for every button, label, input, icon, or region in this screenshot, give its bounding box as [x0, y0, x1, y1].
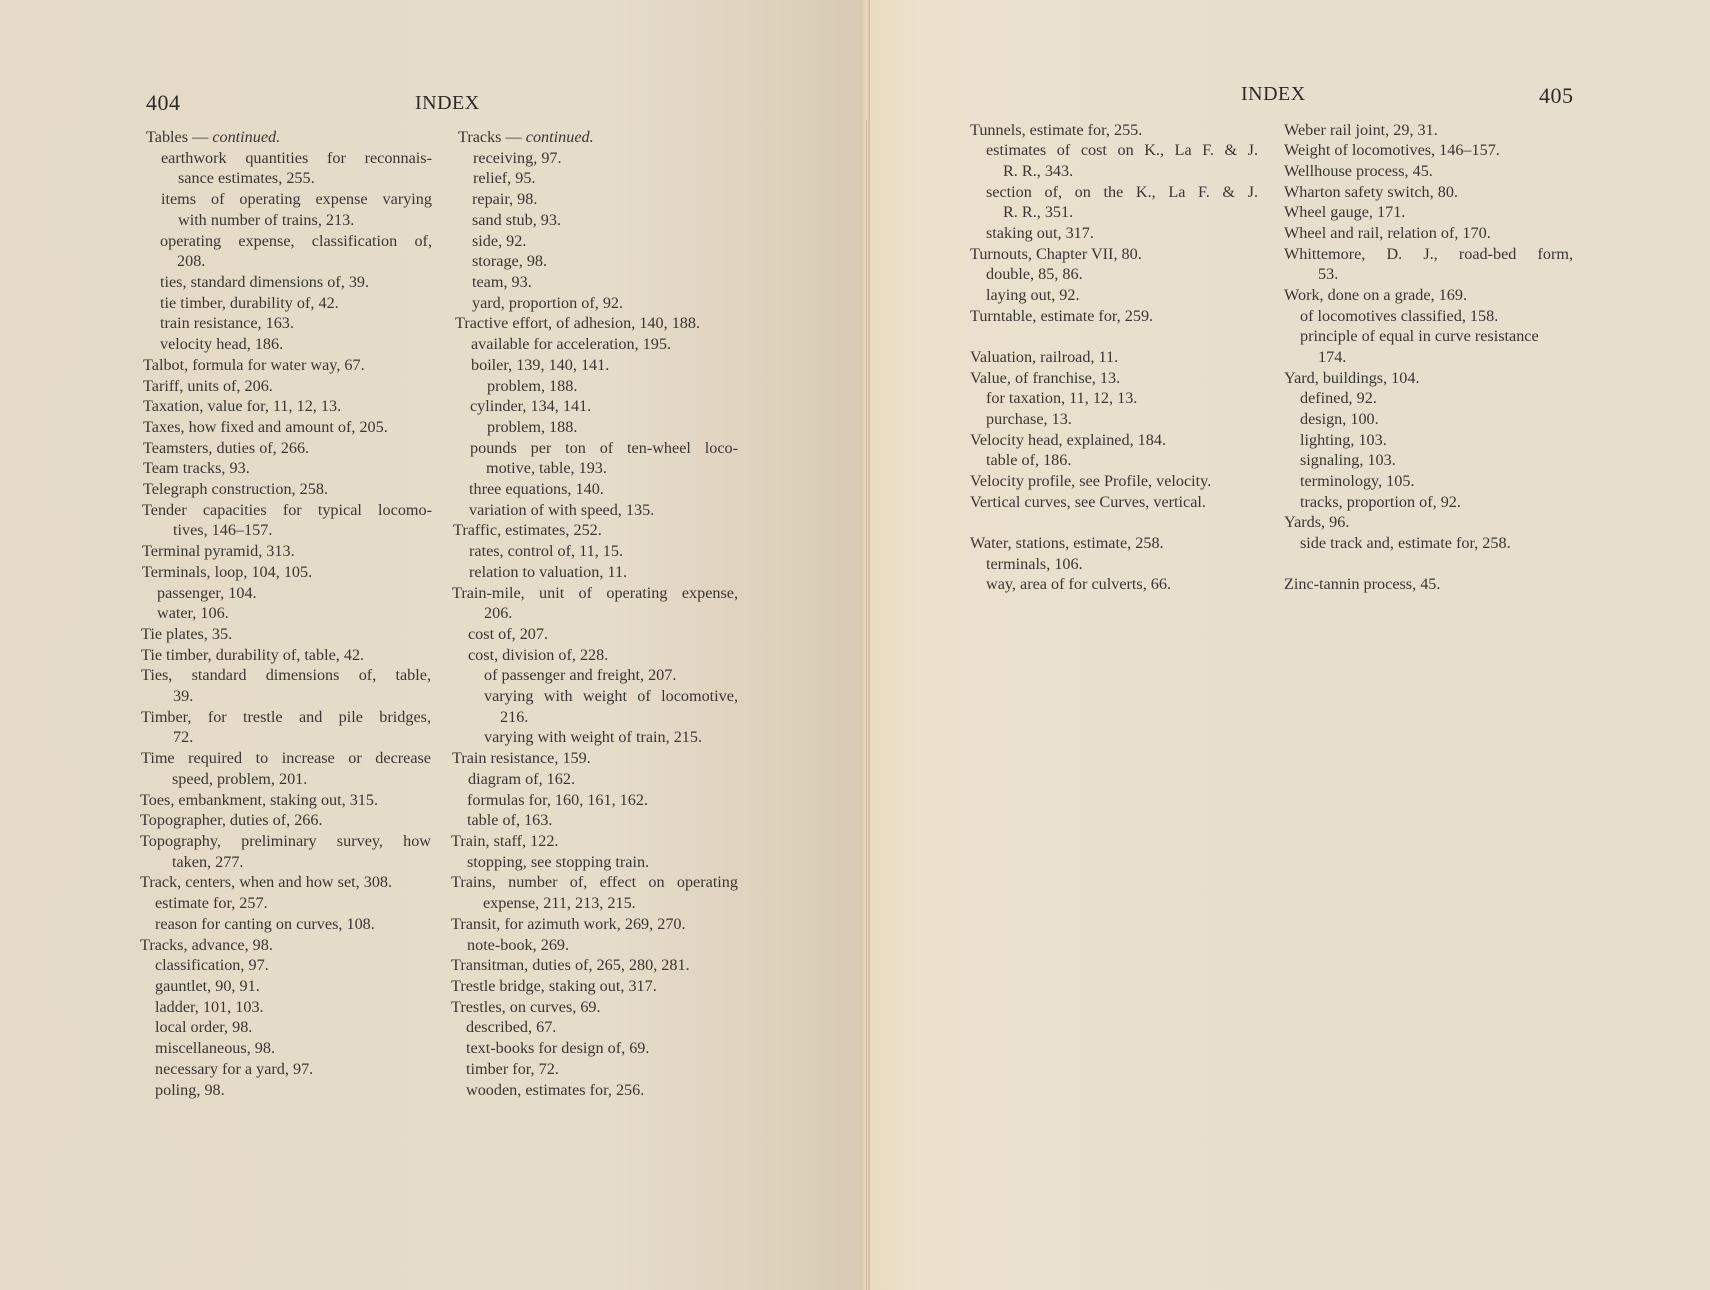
index-entry: Traffic, estimates, 252.: [453, 521, 602, 539]
index-entry: side, 92.: [472, 232, 527, 250]
index-entry: Turnouts, Chapter VII, 80.: [970, 245, 1142, 263]
index-entry: 39.: [173, 687, 194, 705]
index-entry: Trains, number of, effect on operating: [451, 873, 738, 891]
index-entry: Tracks, advance, 98.: [140, 936, 273, 954]
index-entry: terminals, 106.: [986, 555, 1083, 573]
index-entry: motive, table, 193.: [486, 459, 607, 477]
index-entry: wooden, estimates for, 256.: [466, 1081, 645, 1099]
index-entry: Wheel gauge, 171.: [1284, 203, 1406, 221]
index-entry: repair, 98.: [472, 190, 538, 208]
index-entry: Time required to increase or decrease: [141, 749, 431, 767]
index-entry: Transitman, duties of, 265, 280, 281.: [451, 956, 690, 974]
index-entry: purchase, 13.: [986, 410, 1072, 428]
index-entry: Taxes, how fixed and amount of, 205.: [143, 418, 388, 436]
index-entry: Velocity head, explained, 184.: [970, 431, 1166, 449]
index-entry: Topography, preliminary survey, how: [140, 832, 431, 850]
index-entry: Transit, for azimuth work, 269, 270.: [451, 915, 686, 933]
index-entry: available for acceleration, 195.: [471, 335, 671, 353]
index-entry: stopping, see stopping train.: [467, 853, 650, 871]
index-entry: Taxation, value for, 11, 12, 13.: [143, 397, 342, 415]
index-entry: Tie timber, durability of, table, 42.: [141, 646, 365, 664]
page-number-right: 405: [1539, 83, 1574, 108]
index-entry: varying with weight of train, 215.: [484, 728, 703, 746]
index-entry: Yard, buildings, 104.: [1284, 369, 1420, 387]
index-entry: terminology, 105.: [1300, 472, 1415, 490]
index-entry: Weber rail joint, 29, 31.: [1284, 121, 1438, 139]
page-number-left: 404: [146, 90, 181, 115]
index-entry: table of, 163.: [467, 811, 553, 829]
index-entry: Vertical curves, see Curves, vertical.: [970, 493, 1206, 511]
running-head-right: INDEX: [1241, 83, 1306, 105]
index-entry: Telegraph construction, 258.: [143, 480, 328, 498]
index-entry: diagram of, 162.: [468, 770, 575, 788]
running-head-left: INDEX: [415, 92, 480, 114]
index-entry: Tariff, units of, 206.: [143, 377, 273, 395]
index-entry: relief, 95.: [473, 169, 536, 187]
index-entry: Valuation, railroad, 11.: [970, 348, 1119, 366]
index-entry: earthwork quantities for reconnais-: [161, 149, 432, 167]
index-entry: Turntable, estimate for, 259.: [970, 307, 1154, 325]
index-entry: 206.: [484, 604, 513, 622]
index-entry: Ties, standard dimensions of, table,: [141, 666, 431, 684]
index-entry: water, 106.: [157, 604, 229, 622]
index-entry: Wheel and rail, relation of, 170.: [1284, 224, 1491, 242]
index-entry: 208.: [177, 252, 206, 270]
index-entry: text-books for design of, 69.: [466, 1039, 650, 1057]
index-entry: Value, of franchise, 13.: [970, 369, 1121, 387]
index-entry: ladder, 101, 103.: [155, 998, 264, 1016]
index-entry: note-book, 269.: [467, 936, 570, 954]
index-entry: Terminal pyramid, 313.: [142, 542, 295, 560]
index-entry: section of, on the K., La F. & J.: [986, 183, 1258, 201]
index-entry: boiler, 139, 140, 141.: [471, 356, 610, 374]
index-entry: with number of trains, 213.: [178, 211, 355, 229]
index-entry: yard, proportion of, 92.: [472, 294, 624, 312]
index-entry: gauntlet, 90, 91.: [155, 977, 260, 995]
index-entry: R. R., 351.: [1003, 203, 1074, 221]
index-entry: local order, 98.: [155, 1018, 253, 1036]
index-entry: design, 100.: [1300, 410, 1379, 428]
index-entry: items of operating expense varying: [161, 190, 432, 208]
index-entry: timber for, 72.: [466, 1060, 559, 1078]
index-entry: necessary for a yard, 97.: [155, 1060, 314, 1078]
index-entry: Train-mile, unit of operating expense,: [452, 584, 738, 602]
index-entry: described, 67.: [466, 1018, 557, 1036]
index-entry: Train, staff, 122.: [451, 832, 559, 850]
index-entry: Team tracks, 93.: [143, 459, 250, 477]
index-entry: speed, problem, 201.: [172, 770, 308, 788]
index-entry: reason for canting on curves, 108.: [155, 915, 375, 933]
index-entry: Zinc-tannin process, 45.: [1284, 575, 1441, 593]
continued-label: continued.: [212, 128, 281, 146]
index-entry: tie timber, durability of, 42.: [160, 294, 339, 312]
index-entry: way, area of for culverts, 66.: [986, 575, 1172, 593]
index-entry: Teamsters, duties of, 266.: [143, 439, 310, 457]
index-entry: Tracks — continued.: [458, 128, 594, 146]
index-entry: Tunnels, estimate for, 255.: [970, 121, 1143, 139]
index-entry: laying out, 92.: [986, 286, 1080, 304]
right-page: [868, 0, 1710, 1290]
index-entry: train resistance, 163.: [160, 314, 294, 332]
index-entry: for taxation, 11, 12, 13.: [986, 389, 1138, 407]
gutter-crease: [866, 120, 867, 1290]
index-entry: 216.: [500, 708, 529, 726]
index-entry: taken, 277.: [172, 853, 244, 871]
index-entry: classification, 97.: [155, 956, 269, 974]
index-entry: problem, 188.: [487, 418, 578, 436]
index-entry: 53.: [1318, 265, 1339, 283]
index-entry: ties, standard dimensions of, 39.: [160, 273, 370, 291]
index-entry: Tender capacities for typical locomo-: [142, 501, 432, 519]
index-entry: Trestles, on curves, 69.: [451, 998, 601, 1016]
index-entry: Toes, embankment, staking out, 315.: [140, 791, 379, 809]
index-entry: 174.: [1318, 348, 1347, 366]
index-entry: of passenger and freight, 207.: [484, 666, 677, 684]
index-entry: Wharton safety switch, 80.: [1284, 183, 1458, 201]
index-entry: Weight of locomotives, 146–157.: [1284, 141, 1500, 159]
index-entry: estimate for, 257.: [155, 894, 268, 912]
index-entry: principle of equal in curve resistance: [1300, 327, 1539, 345]
index-entry: varying with weight of locomotive,: [484, 687, 738, 705]
index-entry: three equations, 140.: [469, 480, 604, 498]
index-entry: Trestle bridge, staking out, 317.: [451, 977, 657, 995]
continued-label: continued.: [525, 128, 594, 146]
index-entry: R. R., 343.: [1003, 162, 1074, 180]
index-entry: signaling, 103.: [1300, 451, 1396, 469]
index-entry: formulas for, 160, 161, 162.: [467, 791, 648, 809]
index-entry: Wellhouse process, 45.: [1284, 162, 1433, 180]
index-entry: 72.: [173, 728, 194, 746]
index-entry: defined, 92.: [1300, 389, 1377, 407]
index-entry: Terminals, loop, 104, 105.: [142, 563, 313, 581]
index-entry: lighting, 103.: [1300, 431, 1387, 449]
index-entry: variation of with speed, 135.: [469, 501, 655, 519]
index-entry: of locomotives classified, 158.: [1300, 307, 1499, 325]
index-entry: Work, done on a grade, 169.: [1284, 286, 1468, 304]
index-entry: Tractive effort, of adhesion, 140, 188.: [455, 314, 701, 332]
index-entry: rates, control of, 11, 15.: [469, 542, 624, 560]
index-entry: receiving, 97.: [473, 149, 562, 167]
index-entry: cost of, 207.: [468, 625, 549, 643]
index-entry: sand stub, 93.: [472, 211, 562, 229]
index-entry: relation to valuation, 11.: [469, 563, 628, 581]
index-entry: storage, 98.: [472, 252, 548, 270]
index-entry: pounds per ton of ten-wheel loco-: [470, 439, 738, 457]
index-entry: staking out, 317.: [986, 224, 1094, 242]
index-entry: Topographer, duties of, 266.: [140, 811, 323, 829]
index-entry: Water, stations, estimate, 258.: [970, 534, 1164, 552]
index-entry: team, 93.: [472, 273, 532, 291]
index-entry: cylinder, 134, 141.: [470, 397, 592, 415]
index-entry: Tie plates, 35.: [141, 625, 233, 643]
index-entry: velocity head, 186.: [160, 335, 284, 353]
index-entry: double, 85, 86.: [986, 265, 1083, 283]
index-entry: operating expense, classification of,: [160, 232, 432, 250]
index-entry: Talbot, formula for water way, 67.: [143, 356, 365, 374]
index-entry: expense, 211, 213, 215.: [483, 894, 636, 912]
index-entry: sance estimates, 255.: [178, 169, 315, 187]
index-entry: Track, centers, when and how set, 308.: [140, 873, 393, 891]
index-entry: poling, 98.: [155, 1081, 225, 1099]
index-entry: miscellaneous, 98.: [155, 1039, 276, 1057]
index-entry: cost, division of, 228.: [468, 646, 609, 664]
index-entry: Train resistance, 159.: [452, 749, 591, 767]
index-entry: Tables — continued.: [146, 128, 281, 146]
index-entry: passenger, 104.: [157, 584, 257, 602]
index-entry: estimates of cost on K., La F. & J.: [986, 141, 1258, 159]
index-entry: Velocity profile, see Profile, velocity.: [970, 472, 1212, 490]
index-entry: side track and, estimate for, 258.: [1300, 534, 1511, 552]
index-entry: problem, 188.: [487, 377, 578, 395]
index-entry: Yards, 96.: [1284, 513, 1350, 531]
index-entry: Whittemore, D. J., road-bed form,: [1284, 245, 1573, 263]
index-entry: tives, 146–157.: [173, 521, 273, 539]
index-entry: table of, 186.: [986, 451, 1072, 469]
index-entry: Timber, for trestle and pile bridges,: [141, 708, 431, 726]
index-entry: tracks, proportion of, 92.: [1300, 493, 1461, 511]
